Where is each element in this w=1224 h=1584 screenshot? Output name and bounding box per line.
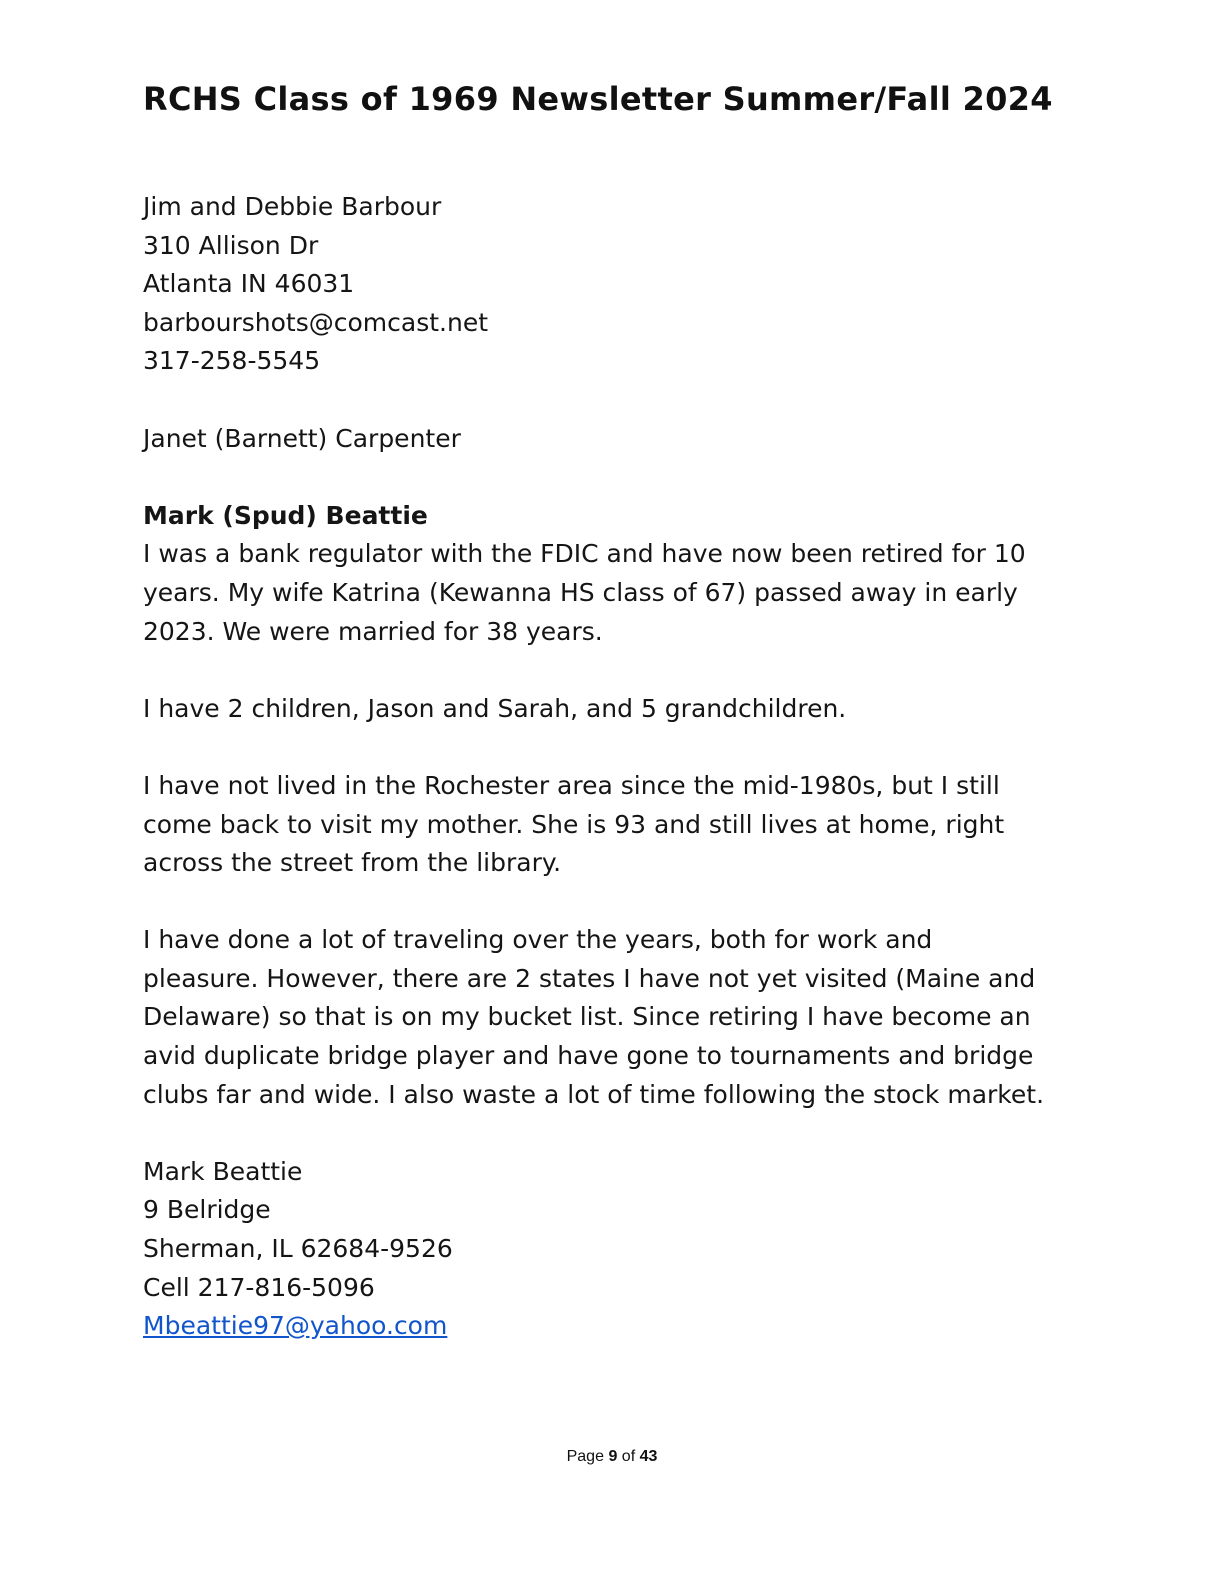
contact-name: Jim and Debbie Barbour xyxy=(143,192,442,221)
paragraph-line: 2023. We were married for 38 years. xyxy=(143,616,603,646)
carpenter-name: Janet (Barnett) Carpenter xyxy=(143,423,461,453)
contact-city: Sherman, IL 62684-9526 xyxy=(143,1234,453,1264)
contact-phone: Cell 217-816-5096 xyxy=(143,1272,375,1302)
page-title: RCHS Class of 1969 Newsletter Summer/Fall 2024 xyxy=(143,80,1053,118)
email-link[interactable]: Mbeattie97@yahoo.com xyxy=(143,1311,448,1341)
page-footer xyxy=(0,1446,1224,1468)
beattie-paragraph-1 xyxy=(143,497,1103,651)
paragraph-line: I have 2 children, Jason and Sarah, and 5 grandchildren. xyxy=(143,693,847,723)
beattie-paragraph-4 xyxy=(143,921,1103,1114)
contact-city: Atlanta IN 46031 xyxy=(143,269,355,299)
carpenter-block xyxy=(143,420,1103,459)
paragraph-line: across the street from the library. xyxy=(143,848,562,878)
of-word: of xyxy=(621,1448,636,1465)
paragraph-line: pleasure. However, there are 2 states I have not yet visited (Maine and xyxy=(143,963,1036,993)
page-number: 9 xyxy=(608,1448,618,1465)
paragraph-line: years. My wife Katrina (Kewanna HS class of 67) passed away in early xyxy=(143,577,1018,607)
paragraph-line: I have done a lot of traveling over the years, both for work and xyxy=(143,925,933,955)
paragraph-line: Delaware) so that is on my bucket list. Since retiring I have become an xyxy=(143,1002,1031,1032)
barbour-contact-block xyxy=(143,188,1103,381)
paragraph-line: I have not lived in the Rochester area since the mid-1980s, but I still xyxy=(143,770,1000,800)
newsletter-body xyxy=(143,188,1103,1384)
contact-email: barbourshots@comcast.net xyxy=(143,307,489,337)
beattie-paragraph-3 xyxy=(143,767,1103,883)
paragraph-line: clubs far and wide. I also waste a lot of time following the stock market. xyxy=(143,1079,1045,1109)
contact-street: 9 Belridge xyxy=(143,1195,271,1225)
paragraph-line: avid duplicate bridge player and have gone to tournaments and bridge xyxy=(143,1041,1034,1071)
beattie-heading: Mark (Spud) Beattie xyxy=(143,500,428,530)
paragraph-line: come back to visit my mother. She is 93 and still lives at home, right xyxy=(143,809,1005,839)
total-pages: 43 xyxy=(639,1448,658,1465)
beattie-contact-block xyxy=(143,1153,1103,1346)
contact-street: 310 Allison Dr xyxy=(143,230,319,260)
beattie-paragraph-2 xyxy=(143,690,1103,729)
contact-name: Mark Beattie xyxy=(143,1156,303,1186)
paragraph-line: I was a bank regulator with the FDIC and have now been retired for 10 xyxy=(143,539,1026,569)
contact-phone: 317-258-5545 xyxy=(143,346,321,376)
page-word: Page xyxy=(566,1448,604,1465)
